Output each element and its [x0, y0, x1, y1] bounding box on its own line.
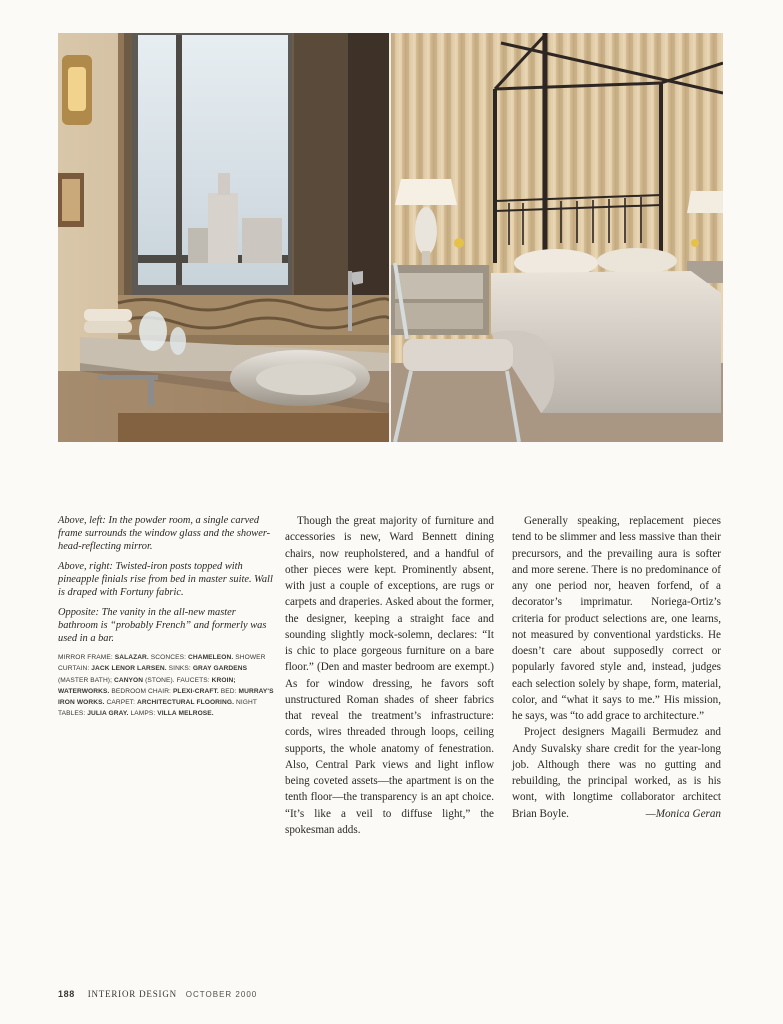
page-footer [58, 989, 257, 999]
credit-label: SHOWER CURTAIN: [58, 654, 266, 673]
author-signature: —Monica Geran [645, 807, 721, 820]
article-column-3 [512, 513, 721, 822]
caption-text: In the powder room, a single carved frame surrounds the window glass and the shower-head-reflecting mirror. [58, 515, 271, 552]
credit-value: CHAMELEON. [187, 654, 234, 661]
credit-value: JACK LENOR LARSEN. [91, 665, 167, 673]
caption-text: The vanity in the all-new master bathroom is “probably French” and formerly was used in a bar. [58, 607, 267, 644]
credit-value: KROIN; WATERWORKS. [58, 676, 236, 695]
powder-room-photo [58, 33, 389, 442]
credit-label: CARPET: [106, 699, 136, 707]
credit-value: PLEXI-CRAFT. [172, 687, 219, 695]
caption-above-right [58, 560, 274, 599]
article-paragraph: Though the great majority of furniture and accessories is new, Ward Bennett dining chairs, now reupholstered, and a handful of other pieces were kept. Prominently absent, with just a couple of exceptions, are rugs or carpets and draperies. Asked about the former, the designer, keeping a straight face and sounding slightly mock-solemn, declares: “It is chic to place gorgeous furniture on a bare floor.” (Den and master bedroom are exempt.) As for window dressing, he favors soft unstructured Roman shades of sheer fabrics that reveal the treatment’s infrastructure: cords, wires threaded through loops, ceiling supports, the whole anatomy of fenestration. Also, Central Park views and light inflow being coveted assets—the apartment is on the tenth floor—the transparency is an apt choice. “It’s like a veil to diffuse light,” the spokesman adds. [285, 515, 494, 836]
credit-label: BED: [220, 687, 237, 695]
caption-label: Opposite: [58, 607, 99, 618]
caption-label: Above, left: [58, 515, 106, 526]
page-number: 188 [58, 989, 75, 999]
credit-label: SINKS: [168, 665, 191, 673]
credit-label: NIGHT TABLES: [58, 699, 257, 718]
product-credits [58, 652, 274, 720]
caption-above-left [58, 514, 274, 553]
credit-label: SCONCES: [150, 654, 187, 661]
credit-label: FAUCETS: [176, 676, 210, 684]
caption-opposite [58, 606, 274, 645]
article-column-2 [285, 513, 494, 838]
article-paragraph: Generally speaking, replacement pieces tend to be slimmer and less massive than their precursors, and the prevailing aura is softer and more serene. There is no predominance of any one period nor, heaven forfend, of a decorator’s imprimatur. Noriega-Ortiz’s criteria for product selections are, one learns, not measured by conventional yardsticks. He doesn’t care about supposedly correct or popularly favored style and, instead, judges each selection solely by shape, form, material, color, and “what it says to me.” His mission, he says, was “to add grace to architecture.” [512, 515, 721, 722]
credit-value: GRAY GARDENS [192, 665, 248, 673]
credit-note: (MASTER BATH); [58, 676, 113, 684]
caption-label: Above, right: [58, 561, 113, 572]
credit-note: (STONE). [145, 676, 175, 684]
article-paragraph: Project designers Magaili Bermudez and Andy Suvalsky share credit for the year-long job. Although there was no gutting and rebuilding, the principal worked, as is his wont, with longtime collaborator architect Brian Boyle. [512, 726, 721, 820]
credit-value: ARCHITECTURAL FLOORING. [136, 699, 235, 707]
credit-value: VILLA MELROSE. [157, 710, 214, 718]
credit-value: SALAZAR. [114, 654, 149, 661]
photo-captions [58, 514, 274, 720]
credit-value: MURRAY'S IRON WORKS. [58, 687, 274, 707]
credit-label: LAMPS: [130, 710, 156, 718]
credit-label: BEDROOM CHAIR: [111, 687, 171, 695]
magazine-name: INTERIOR DESIGN [87, 989, 177, 999]
credit-value: CANYON [113, 676, 144, 684]
master-bedroom-photo [391, 33, 723, 442]
caption-text: Twisted-iron posts topped with pineapple finials rise from bed in master suite. Wall is draped with Fortuny fabric. [58, 561, 273, 598]
credit-label: MIRROR FRAME: [58, 654, 113, 661]
credit-value: JULIA GRAY. [87, 710, 129, 718]
issue-date: OCTOBER 2000 [185, 990, 258, 999]
